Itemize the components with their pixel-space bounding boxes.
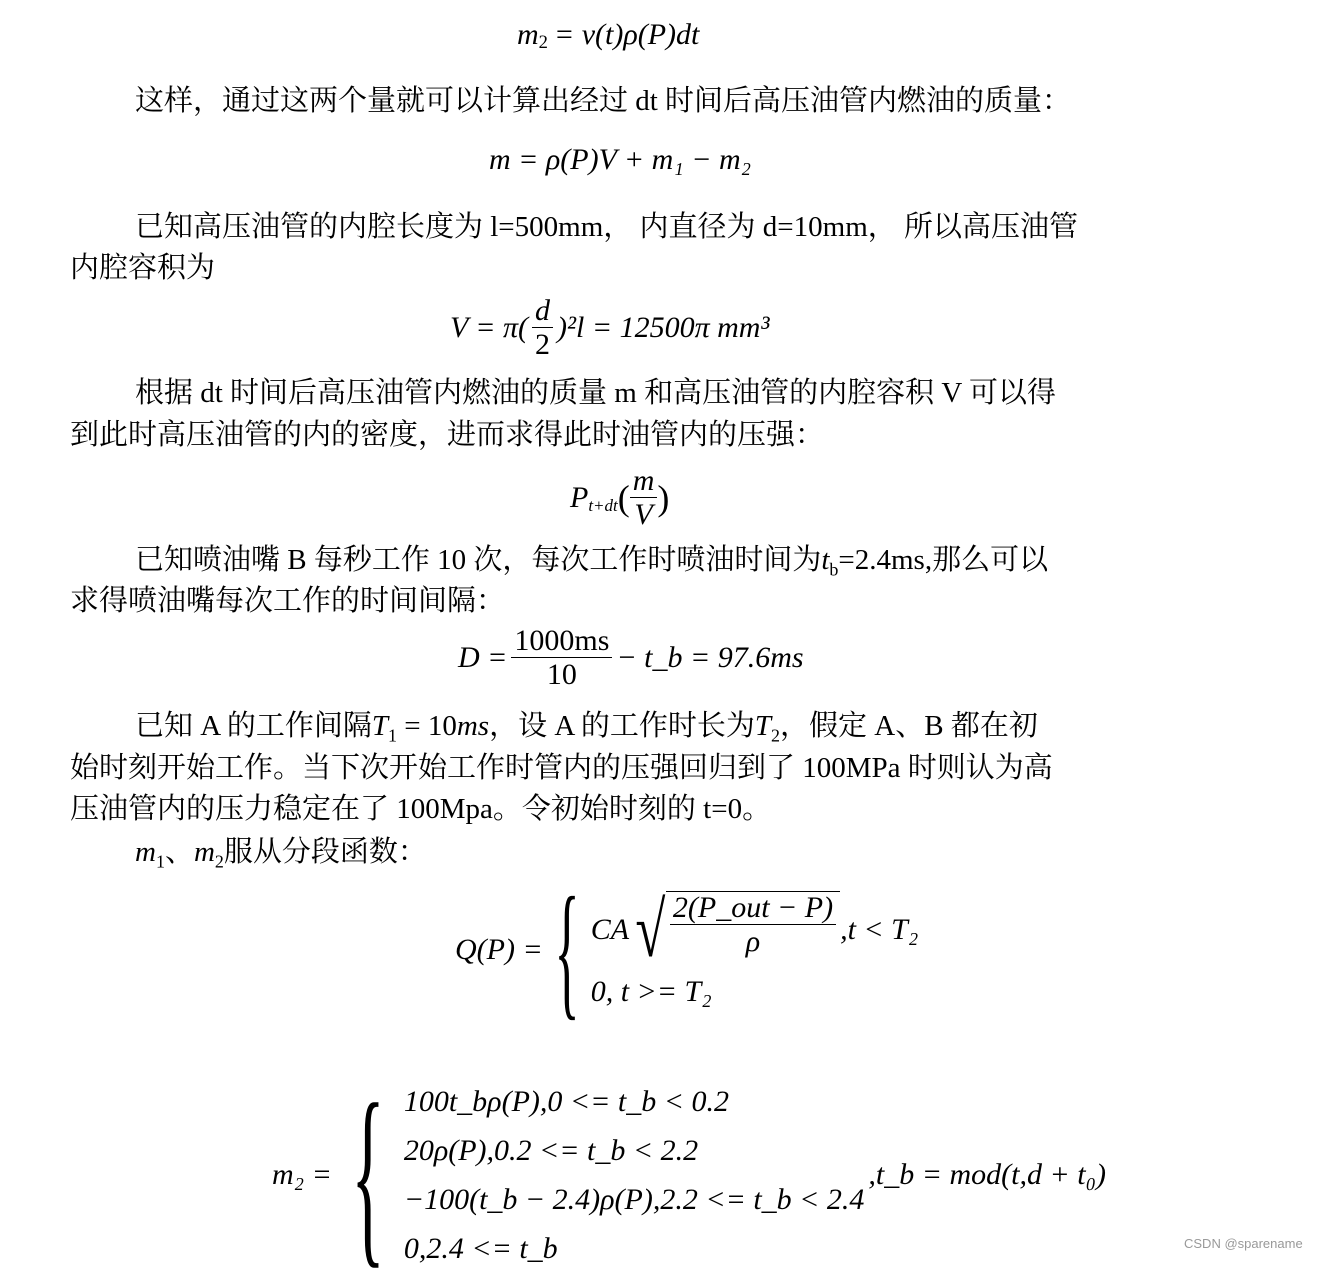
equation-m2-piecewise bbox=[272, 1064, 1106, 1285]
equation-volume bbox=[450, 295, 769, 361]
eq-sub: t+dt bbox=[588, 495, 618, 515]
eq-text: ,t < T₂ bbox=[840, 913, 919, 946]
text-segment: 求得喷油嘴每次工作的时间间隔： bbox=[70, 585, 506, 617]
equation-q-piecewise bbox=[455, 867, 919, 1033]
text-segment: T bbox=[754, 710, 772, 742]
cases bbox=[590, 886, 919, 1009]
numerator: d bbox=[532, 295, 553, 328]
text-segment: 已知喷油嘴 B 每秒工作 10 次，每次工作时喷油时间为 bbox=[135, 544, 822, 576]
eq-text: ,t_b = mod(t,d + t₀) bbox=[868, 1158, 1106, 1191]
brace: { bbox=[351, 1064, 385, 1285]
case-row: 20ρ(P),0.2 <= t_b < 2.2 bbox=[403, 1134, 699, 1167]
paren: ( bbox=[617, 477, 630, 518]
paragraph-line bbox=[135, 539, 1048, 581]
eq-text: − t_b = 97.6ms bbox=[616, 640, 804, 674]
paragraph-line bbox=[70, 580, 505, 622]
denominator: ρ bbox=[745, 924, 761, 958]
numerator: 1000ms bbox=[511, 625, 612, 658]
equation-pressure bbox=[570, 465, 669, 531]
text-segment: ，假定 A、B 都在初 bbox=[780, 710, 1038, 742]
eq-text: CA bbox=[590, 913, 630, 946]
cases bbox=[404, 1077, 865, 1273]
fraction bbox=[670, 892, 836, 958]
case-row: −100(t_b − 2.4)ρ(P),2.2 <= t_b < 2.4 bbox=[403, 1183, 865, 1216]
text-segment: 服从分段函数： bbox=[223, 836, 427, 868]
text-segment: 到此时高压油管的内的密度，进而求得此时油管内的压强： bbox=[70, 419, 825, 451]
sqrt bbox=[629, 886, 840, 973]
text-segment: 已知 A 的工作间隔 bbox=[135, 710, 372, 742]
fraction bbox=[630, 465, 658, 531]
text-segment: ，设 A 的工作时长为 bbox=[489, 710, 755, 742]
numerator: 2(P_out − P) bbox=[670, 892, 836, 925]
case-row bbox=[590, 886, 919, 973]
text-segment: 1 bbox=[387, 725, 397, 746]
paragraph-line bbox=[135, 831, 427, 873]
fraction bbox=[532, 295, 553, 361]
eq-text: = v(t)ρ(P)dt bbox=[553, 18, 700, 51]
numerator: m bbox=[630, 465, 658, 498]
text-segment: 内腔容积为 bbox=[70, 252, 216, 284]
text-segment: 2 bbox=[771, 725, 781, 746]
paragraph-line bbox=[135, 372, 1056, 414]
paragraph-line bbox=[70, 788, 771, 830]
denominator: 2 bbox=[535, 327, 551, 361]
paragraph-line bbox=[70, 247, 215, 289]
text-segment: T bbox=[371, 710, 388, 742]
text-segment: b bbox=[829, 559, 839, 580]
paragraph-line bbox=[70, 747, 1053, 789]
paragraph-line bbox=[135, 80, 1071, 122]
text-segment: 1 bbox=[155, 851, 165, 872]
eq-text: V = π( bbox=[450, 310, 529, 344]
text-segment: 始时刻开始工作。当下次开始工作时管内的压强回归到了 100MPa 时则认为高 bbox=[70, 752, 1053, 784]
paragraph-line bbox=[135, 206, 1078, 248]
text-segment: =2.4ms,那么可以 bbox=[838, 544, 1049, 576]
radical-icon: √ bbox=[635, 886, 666, 973]
text-segment: ms bbox=[456, 710, 490, 742]
equation-interval bbox=[458, 625, 804, 691]
eq-text: D = bbox=[458, 640, 508, 674]
eq-text: P bbox=[570, 480, 589, 514]
eq-text: )²l = 12500π mm³ bbox=[557, 310, 770, 344]
paragraph-line bbox=[70, 414, 824, 456]
eq-text: m₂ = bbox=[272, 1158, 332, 1191]
denominator: 10 bbox=[546, 657, 577, 691]
brace: { bbox=[554, 867, 580, 1033]
text-segment: m bbox=[135, 836, 156, 868]
case-row: 0, t >= T₂ bbox=[590, 975, 712, 1008]
denominator: V bbox=[634, 497, 653, 531]
text-segment: = 10 bbox=[396, 710, 457, 742]
equation-mass: m = ρ(P)V + m₁ − m₂ bbox=[489, 143, 752, 176]
equation-m2-flow bbox=[517, 18, 699, 52]
text-segment: 已知高压油管的内腔长度为 l=500mm， 内直径为 d=10mm， 所以高压油管 bbox=[135, 211, 1078, 243]
text-segment: m bbox=[193, 836, 215, 868]
text-segment: t bbox=[821, 544, 830, 576]
eq-text: Q(P) = bbox=[455, 933, 543, 966]
case-row: 0,2.4 <= t_b bbox=[403, 1232, 558, 1265]
text-segment: 压油管内的压力稳定在了 100Mpa。令初始时刻的 t=0。 bbox=[70, 793, 772, 825]
eq-sub: 2 bbox=[538, 32, 548, 54]
case-row: 100t_bρ(P),0 <= t_b < 0.2 bbox=[403, 1085, 729, 1118]
text-segment: 、 bbox=[164, 836, 194, 868]
watermark: CSDN @sparename bbox=[1184, 1236, 1303, 1251]
text-segment: 2 bbox=[214, 851, 224, 872]
text-segment: 这样，通过这两个量就可以计算出经过 dt 时间后高压油管内燃油的质量： bbox=[135, 85, 1072, 117]
fraction bbox=[511, 625, 612, 691]
eq-text: m bbox=[517, 18, 539, 51]
paragraph-line bbox=[135, 705, 1038, 747]
text-segment: 根据 dt 时间后高压油管内燃油的质量 m 和高压油管的内腔容积 V 可以得 bbox=[135, 377, 1057, 409]
paren: ) bbox=[657, 477, 670, 518]
